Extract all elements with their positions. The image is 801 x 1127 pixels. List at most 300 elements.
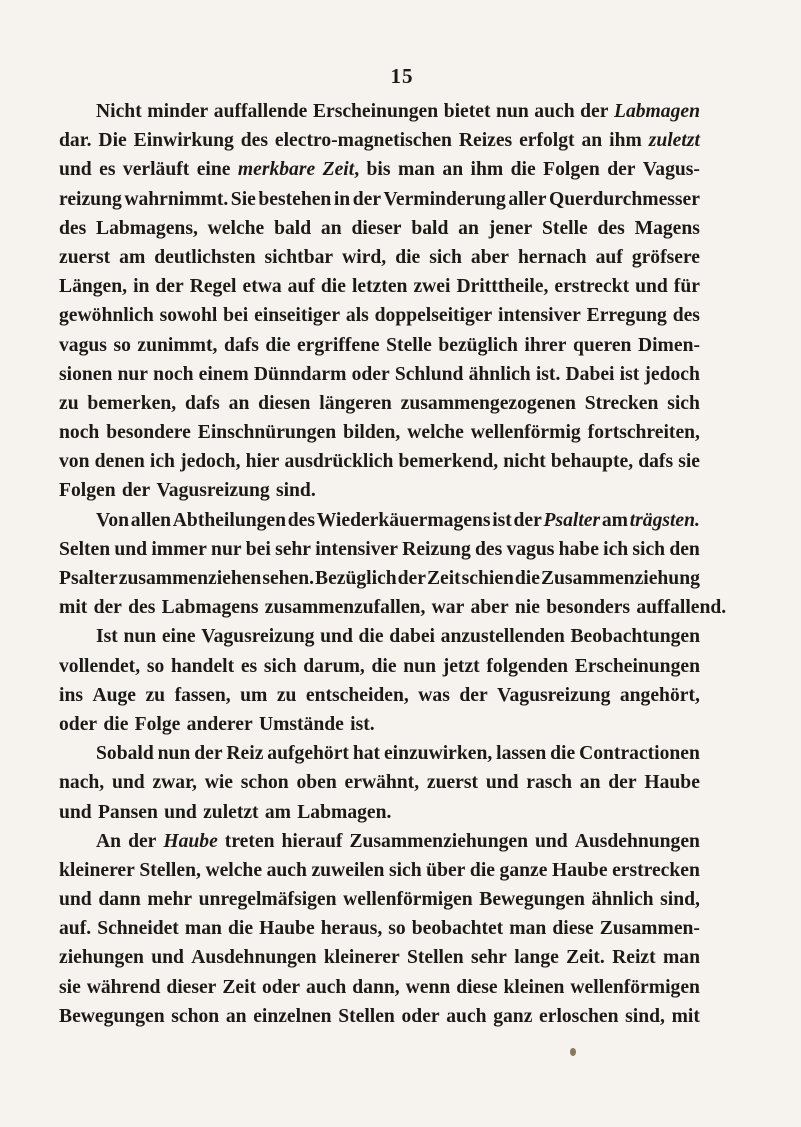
word: besonders xyxy=(546,597,631,619)
word: Dimen- xyxy=(637,334,700,356)
word: Contractionen xyxy=(579,743,700,765)
emphasis: zuletzt xyxy=(648,130,700,152)
text-line xyxy=(59,622,700,651)
word: sich xyxy=(667,392,700,414)
word: erstrecken xyxy=(612,859,700,881)
word: an xyxy=(458,217,479,239)
word: wenn xyxy=(405,976,451,998)
word: sind, xyxy=(660,889,700,911)
word: ihm xyxy=(609,130,642,152)
word: und xyxy=(164,801,197,823)
word: des xyxy=(597,217,625,239)
word: letzten xyxy=(351,276,408,298)
word: an xyxy=(442,159,464,181)
word: es xyxy=(99,159,116,181)
word: ist. xyxy=(535,363,561,385)
word: behaupte, xyxy=(550,451,634,473)
word: Selten xyxy=(59,538,111,560)
word: Auge xyxy=(92,684,136,706)
word: sehen. xyxy=(262,568,315,589)
word: nicht xyxy=(503,451,546,473)
word: zwar, xyxy=(152,772,197,794)
word: so xyxy=(388,918,406,940)
word: man xyxy=(662,947,700,969)
word: Vagus- xyxy=(642,159,700,181)
word: bei xyxy=(223,305,249,327)
word: Ausdehnungen xyxy=(574,830,700,852)
text-line xyxy=(59,768,700,797)
word: zuletzt xyxy=(203,801,259,823)
word: wahrnimmt. xyxy=(124,188,229,210)
word: der xyxy=(93,597,122,619)
word: einseitiger xyxy=(254,305,341,327)
word: nach, xyxy=(59,772,105,794)
word: nun xyxy=(123,626,157,648)
paragraph xyxy=(59,739,700,827)
word: dafs xyxy=(638,451,674,473)
word: aller xyxy=(508,188,547,210)
word: reizung xyxy=(59,188,122,210)
word: der xyxy=(194,743,223,765)
word: und xyxy=(635,276,668,298)
word: als xyxy=(345,305,369,327)
paragraph xyxy=(59,827,700,1031)
word: erloschen xyxy=(539,1005,619,1027)
word: unregelmäfsigen xyxy=(198,889,337,911)
word: bald xyxy=(411,217,449,239)
word: des xyxy=(240,130,268,152)
text-line xyxy=(59,418,700,447)
word: dafs xyxy=(184,392,220,414)
word: oben xyxy=(296,772,337,794)
word: die xyxy=(514,568,540,589)
word: über xyxy=(426,859,466,881)
word: ich xyxy=(149,451,175,473)
text-line xyxy=(59,827,700,856)
word: hier xyxy=(245,451,280,473)
word: ziehungen xyxy=(59,947,144,969)
word: aufgehört xyxy=(267,743,349,765)
word: etwa xyxy=(242,276,282,298)
word: an xyxy=(228,392,250,414)
word: Erregung xyxy=(586,305,667,327)
word: Bezüglich xyxy=(315,568,397,589)
word: nun xyxy=(496,101,529,122)
word: auffallende xyxy=(213,101,308,122)
word: kleinen xyxy=(503,976,565,998)
word: dar. xyxy=(59,130,92,152)
word: zusammengezogenen xyxy=(400,392,576,414)
word: welche xyxy=(207,217,265,239)
word: schon xyxy=(240,772,289,794)
word: angehört, xyxy=(619,684,700,706)
word: der xyxy=(459,684,488,706)
text-line xyxy=(59,681,700,710)
word: mit xyxy=(59,597,88,619)
word: sich xyxy=(263,655,297,677)
word: einzelnen xyxy=(253,1005,332,1027)
word: oder xyxy=(401,1005,440,1027)
word: nun xyxy=(403,655,436,677)
paragraph xyxy=(59,506,727,623)
word: ihm xyxy=(470,159,504,181)
word: Zeit. xyxy=(566,947,605,969)
word: Vagusreizung xyxy=(497,684,611,706)
word: Folge xyxy=(134,713,181,735)
word: auch xyxy=(446,1005,487,1027)
word: die xyxy=(103,713,129,735)
word: Pansen xyxy=(97,801,158,823)
word: Stellen xyxy=(338,1005,395,1027)
word: heraus, xyxy=(320,918,383,940)
word: sowohl xyxy=(159,305,218,327)
word: bis xyxy=(366,159,391,181)
text-line xyxy=(59,360,700,389)
word: es xyxy=(240,655,258,677)
word: bemerken, xyxy=(87,392,177,414)
word: lange xyxy=(514,947,559,969)
word: sie xyxy=(678,451,700,473)
emphasis: Haube xyxy=(163,830,218,852)
word: auch xyxy=(534,101,575,122)
word: Querdurchmesser xyxy=(548,188,700,210)
word: an xyxy=(579,772,601,794)
word: jener xyxy=(488,217,533,239)
word: erfolgt xyxy=(519,130,575,152)
word: Stelle xyxy=(386,334,432,356)
text-line xyxy=(59,272,700,301)
text-line xyxy=(59,1002,700,1031)
word: aber xyxy=(470,246,509,268)
word: die xyxy=(228,918,254,940)
word: Zeit, xyxy=(323,155,359,184)
word: bietet xyxy=(443,101,491,122)
word: ist. xyxy=(350,713,375,735)
word: treten xyxy=(224,830,275,852)
word: des xyxy=(672,305,700,327)
text-line xyxy=(59,798,700,827)
word: hierauf xyxy=(281,830,343,852)
word: der xyxy=(352,188,382,210)
word: Schlund xyxy=(394,363,464,385)
word: oder xyxy=(351,363,390,385)
word: und xyxy=(114,538,148,560)
word: Reizt xyxy=(612,947,656,969)
word: electro-magnetischen xyxy=(274,130,452,152)
word: der xyxy=(513,509,542,531)
word: Sobald xyxy=(96,743,154,765)
word: vollendet, xyxy=(59,655,141,677)
word: aber xyxy=(470,597,509,619)
word: Psalter xyxy=(59,568,118,589)
word: darum, xyxy=(303,655,365,677)
word: hernach xyxy=(518,246,587,268)
text-line xyxy=(59,506,700,535)
text-line xyxy=(59,973,700,1002)
word: und xyxy=(59,801,92,823)
word: sionen xyxy=(59,363,113,385)
word: sie xyxy=(59,976,81,998)
word: Stellen xyxy=(407,947,464,969)
word: dabei xyxy=(389,626,435,648)
word: Bewegungen xyxy=(479,889,585,911)
word: Schneidet xyxy=(97,918,179,940)
word: Reizung xyxy=(402,538,471,560)
word: lassen xyxy=(496,743,547,765)
word: habe xyxy=(558,538,599,560)
word: erwähnt, xyxy=(344,772,420,794)
word: die xyxy=(469,859,495,881)
word: ausdrücklich xyxy=(284,451,394,473)
word: fortschreiten, xyxy=(587,422,700,444)
text-line xyxy=(59,155,700,184)
word: Dritttheile, xyxy=(456,276,549,298)
word: intensiver xyxy=(315,538,398,560)
word: welche xyxy=(407,422,464,444)
word: in xyxy=(133,276,150,298)
page-number: 15 xyxy=(390,64,414,88)
word: den xyxy=(669,538,700,560)
word: an xyxy=(225,1005,247,1027)
word: minder xyxy=(147,101,209,122)
word: diesen xyxy=(258,392,311,414)
word: und xyxy=(485,772,519,794)
word: Magens xyxy=(634,217,700,239)
word: vagus xyxy=(59,334,107,356)
word: am xyxy=(601,509,628,531)
word: wellenförmig xyxy=(470,422,581,444)
word: zuweilen xyxy=(311,859,385,881)
word: zu xyxy=(276,684,297,706)
text-line xyxy=(59,447,700,476)
word: und xyxy=(59,159,92,181)
text-line xyxy=(59,914,700,943)
word: Dabei xyxy=(565,363,615,385)
word: man xyxy=(509,918,547,940)
word: Einschnürungen xyxy=(197,422,337,444)
word: Haube xyxy=(644,772,700,794)
word: auch xyxy=(306,976,347,998)
word: Stelle xyxy=(542,217,588,239)
text-line xyxy=(59,301,700,330)
word: Stellen, xyxy=(139,859,201,881)
word: anzustellenden xyxy=(440,626,565,648)
word: rasch xyxy=(526,772,573,794)
word: und xyxy=(111,772,145,794)
word: vagus xyxy=(506,538,555,560)
word: gewöhnlich xyxy=(59,305,154,327)
word: welche xyxy=(205,859,263,881)
word: diese xyxy=(552,918,594,940)
word: sind. xyxy=(275,480,316,502)
word: Strecken xyxy=(584,392,659,414)
word: und xyxy=(320,626,353,648)
paragraph xyxy=(59,97,700,506)
word: der xyxy=(121,480,151,502)
word: nun xyxy=(157,743,191,765)
word: folgenden xyxy=(486,655,569,677)
word: zu xyxy=(145,684,166,706)
word: sichtbar xyxy=(264,246,334,268)
word: zusammenzufallen, xyxy=(264,597,426,619)
word: man xyxy=(184,918,222,940)
word: Umstände xyxy=(258,713,344,735)
text-line xyxy=(59,214,700,243)
text-line xyxy=(59,943,700,972)
word: allen xyxy=(130,509,172,531)
text-line xyxy=(59,710,700,739)
word: bestehen xyxy=(258,188,332,210)
word: eine xyxy=(196,159,231,181)
word: und xyxy=(534,830,568,852)
word: entscheiden, xyxy=(305,684,409,706)
word: Erscheinungen xyxy=(574,655,700,677)
word: Dünndarm xyxy=(253,363,347,385)
word: der xyxy=(580,101,609,122)
word: jetzt xyxy=(442,655,480,677)
text-line xyxy=(59,739,700,768)
word: was xyxy=(418,684,450,706)
word: sich xyxy=(388,859,422,881)
word: Zusammenziehungen xyxy=(349,830,528,852)
word: Die xyxy=(98,130,127,152)
text-line xyxy=(59,564,700,593)
word: des xyxy=(59,217,87,239)
word: des xyxy=(287,509,315,531)
word: so xyxy=(146,655,165,677)
word: Längen, xyxy=(59,276,128,298)
text-line xyxy=(59,885,700,914)
word: Einwirkung xyxy=(133,130,234,152)
word: deutlichsten xyxy=(154,246,256,268)
word: denen xyxy=(94,451,145,473)
word xyxy=(544,506,601,535)
word: wellenförmigen xyxy=(570,976,700,998)
word: von xyxy=(59,451,90,473)
word: die xyxy=(395,246,421,268)
word: jedoch, xyxy=(180,451,241,473)
word: während xyxy=(86,976,161,998)
word: immer xyxy=(151,538,207,560)
word: Vagusreizung xyxy=(156,480,270,502)
word: dann xyxy=(98,889,141,911)
text-line xyxy=(59,126,700,155)
body-text xyxy=(59,97,727,1031)
text-line xyxy=(59,476,700,505)
word: dieser xyxy=(351,217,402,239)
word: Labmagen. xyxy=(297,801,392,823)
word: wellenförmigen xyxy=(343,889,473,911)
word: auf xyxy=(287,276,315,298)
word: wird, xyxy=(342,246,387,268)
word: Sie xyxy=(230,188,256,210)
word: wie xyxy=(204,772,233,794)
word: kleinerer xyxy=(323,947,400,969)
word: bezüglich xyxy=(438,334,518,356)
word: die xyxy=(550,743,576,765)
word: am xyxy=(264,801,291,823)
text-line xyxy=(59,389,700,418)
word: auch xyxy=(266,859,307,881)
paragraph xyxy=(59,622,700,739)
word: Haube xyxy=(259,918,315,940)
word: längeren xyxy=(319,392,392,414)
word: ist xyxy=(492,509,512,531)
word xyxy=(649,126,700,155)
word: jedoch xyxy=(644,363,700,385)
word: Zeit xyxy=(426,568,461,589)
word: Regel xyxy=(189,276,237,298)
word: sich xyxy=(429,246,462,268)
word: des xyxy=(128,597,156,619)
word xyxy=(614,97,700,126)
word: doppelseitiger xyxy=(374,305,493,327)
word: Nicht xyxy=(96,101,142,122)
word: besondere xyxy=(106,422,191,444)
word: in xyxy=(333,188,351,210)
word: die xyxy=(320,276,346,298)
word: Reiz xyxy=(226,743,264,765)
word: Von xyxy=(96,509,130,531)
word: gröfsere xyxy=(631,246,700,268)
word: verläuft xyxy=(122,159,190,181)
word: sehr xyxy=(470,947,507,969)
word: einzuwirken, xyxy=(383,743,493,765)
word: Labmagens, xyxy=(96,217,198,239)
word: ganze xyxy=(499,859,548,881)
word: nur xyxy=(211,538,242,560)
word: einem xyxy=(198,363,249,385)
word: intensiver xyxy=(498,305,581,327)
emphasis: Psalter xyxy=(543,509,601,531)
word: eine xyxy=(161,626,196,648)
word: zu xyxy=(59,392,79,414)
text-line xyxy=(59,97,700,126)
word: die xyxy=(358,626,384,648)
word: ist xyxy=(619,363,640,385)
word: beobachtet xyxy=(411,918,504,940)
word: noch xyxy=(59,422,100,444)
word: die xyxy=(265,334,291,356)
ink-speck xyxy=(570,1048,576,1056)
text-line xyxy=(59,331,700,360)
word: oder xyxy=(59,713,98,735)
word: zuerst xyxy=(59,246,111,268)
word: oder xyxy=(262,976,301,998)
word: war xyxy=(431,597,465,619)
word: ich xyxy=(603,538,629,560)
word: Vagusreizung xyxy=(201,626,315,648)
word: ähnlich xyxy=(468,363,531,385)
word: die xyxy=(510,159,536,181)
word: bei xyxy=(245,538,271,560)
word: dann, xyxy=(352,976,400,998)
word: so xyxy=(113,334,131,356)
word: nur xyxy=(117,363,149,385)
word: am xyxy=(119,246,146,268)
word: hat xyxy=(352,743,381,765)
text-line xyxy=(59,535,700,564)
word: noch xyxy=(153,363,194,385)
word: auf xyxy=(595,246,623,268)
word: Zusammen- xyxy=(599,918,700,940)
word xyxy=(630,506,700,535)
word: auffallend. xyxy=(636,597,727,619)
word: Reizes xyxy=(458,130,513,152)
word: fassen, xyxy=(174,684,231,706)
word: nie xyxy=(514,597,540,619)
text-line xyxy=(59,856,700,885)
